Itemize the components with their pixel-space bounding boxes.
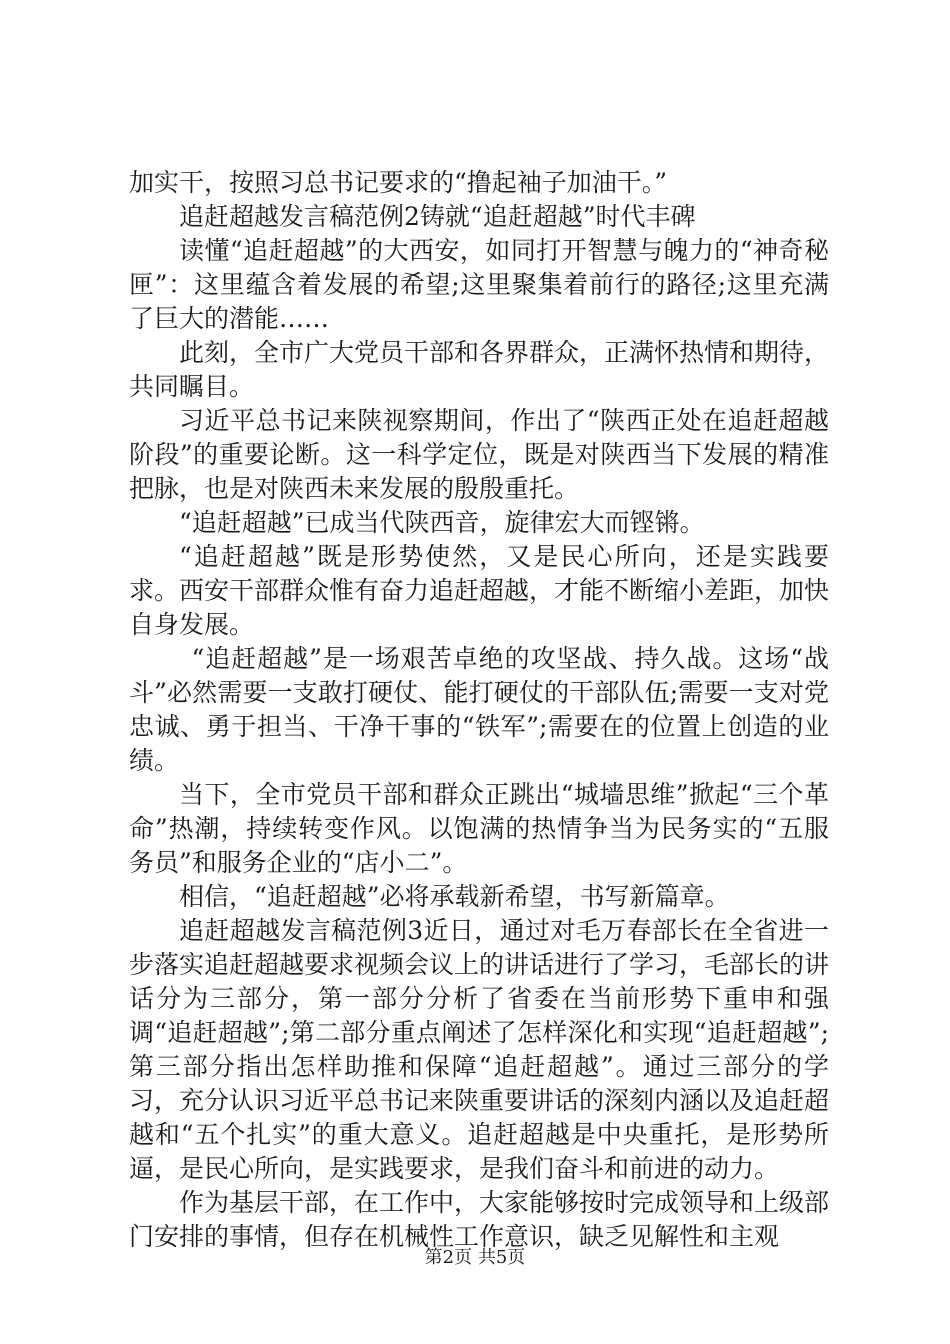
paragraph: 习近平总书记来陕视察期间，作出了“陕西正处在追赶超越阶段”的重要论断。这一科学定位，既是对陕西当下发展的精准把脉，也是对陕西未来发展的殷殷重托。 [129, 406, 829, 503]
paragraph: “追赶超越”已成当代陕西音，旋律宏大而铿锵。 [179, 508, 705, 537]
paragraph: “追赶超越”既是形势使然，又是民心所向，还是实践要求。西安干部群众惟有奋力追赶超越，才能不断缩小差距，加快自身发展。 [129, 542, 830, 639]
paragraph: “追赶超越”是一场艰苦卓绝的攻坚战、持久战。这场“战斗”必然需要一支敢打硬仗、能打硬仗的干部队伍;需要一支对党忠诚、勇于担当、干净干事的“铁军”;需要在的位置上创造的业绩。 [129, 644, 829, 775]
paragraph: 当下，全市党员干部和群众正跳出“城墙思维”掀起“三个革命”热潮，持续转变作风。以饱满的热情争当为民务实的“五服务员”和服务企业的“店小二”。 [129, 780, 829, 877]
paragraph: 此刻，全市广大党员干部和各界群众，正满怀热情和期待，共同瞩目。 [129, 338, 830, 401]
page-number-footer: 第2页 共5页 [424, 1247, 526, 1268]
paragraph: 追赶超越发言稿范例3近日，通过对毛万春部长在全省进一步落实追赶超越要求视频会议上的讲话进行了学习，毛部长的讲话分为三部分，第一部分分析了省委在当前形势下重申和强调“追赶超越”;第二部分重点阐述了怎样深化和实现“追赶超越”;第三部分指出怎样助推和保障“追赶超越”。通过三部分的学习，充分认识习近平总书记来陕重要讲话的深刻内涵以及追赶超越和“五个扎实”的重大意义。追赶超越是中央重托，是形势所逼，是民心所向，是实践要求，是我们奋斗和前进的动力。 [129, 916, 830, 1183]
paragraph: 加实干，按照习总书记要求的“撸起袖子加油干。” [129, 168, 668, 197]
document-body [129, 166, 829, 1254]
paragraph: 作为基层干部，在工作中，大家能够按时完成领导和上级部门安排的事情，但存在机械性工作意识，缺乏见解性和主观 [129, 1188, 830, 1251]
paragraph: 读懂“追赶超越”的大西安，如同打开智慧与魄力的“神奇秘匣”：这里蕴含着发展的希望;这里聚集着前行的路径;这里充满了巨大的潜能…… [129, 236, 829, 333]
section-heading: 追赶超越发言稿范例2铸就“追赶超越”时代丰碑 [179, 202, 696, 231]
paragraph: 相信，“追赶超越”必将承载新希望，书写新篇章。 [179, 882, 730, 911]
